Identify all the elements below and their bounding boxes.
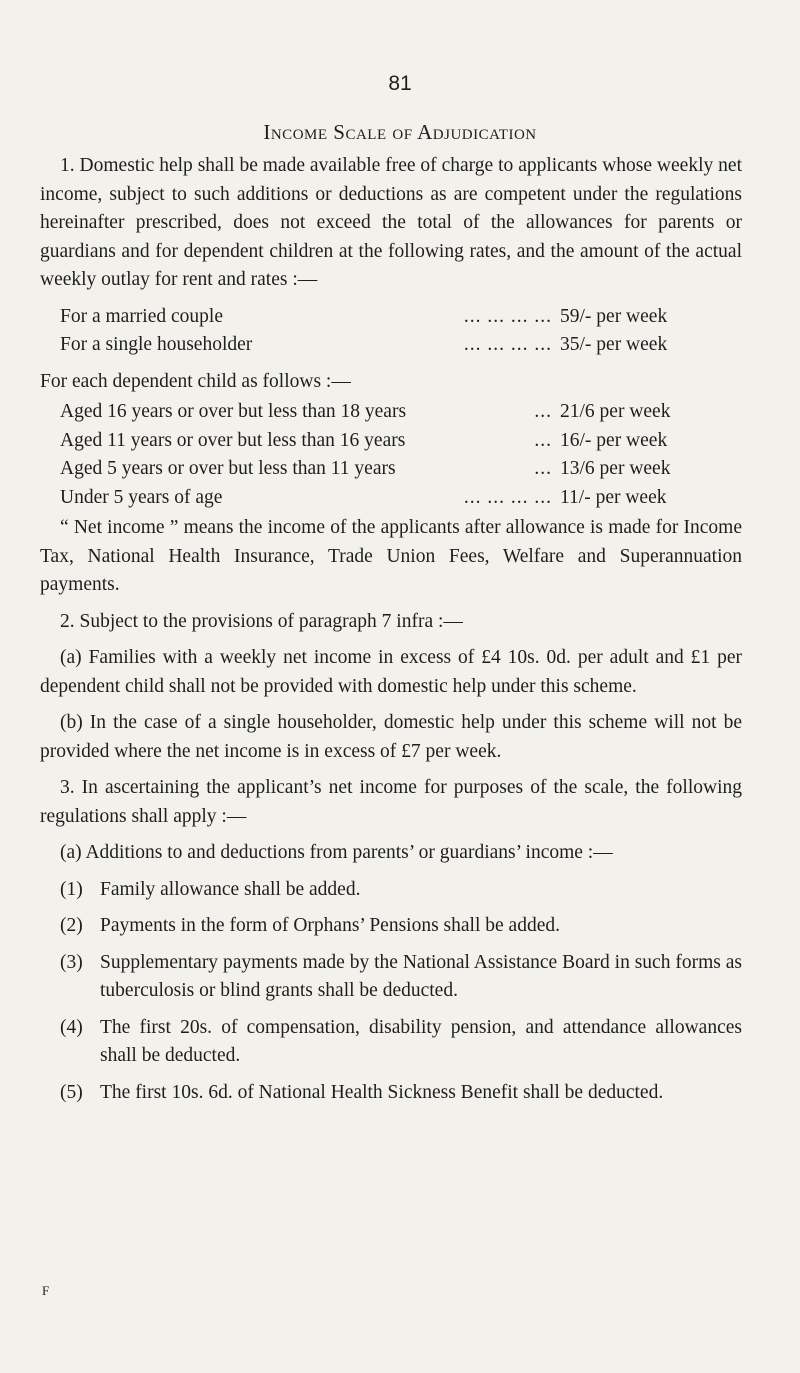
rate-amount: 11/- per week	[560, 486, 667, 508]
document-body	[40, 152, 742, 1107]
paragraph-2: 2. Subject to the provisions of paragraph 7 infra :—	[60, 610, 463, 632]
net-income-definition: “ Net income ” means the income of the applicants after allowance is made for Income Tax, National Health Insurance, Trade Union Fees, Welfare and Superannuation payments.	[40, 517, 742, 595]
list-item	[60, 1079, 742, 1108]
child-rates-table	[60, 398, 742, 512]
paragraph-3a: (a) Additions to and deductions from parents’ or guardians’ income :—	[60, 842, 613, 863]
rate-label: Aged 16 years or over but less than 18 years	[60, 401, 407, 422]
page-title: Income Scale of Adjudication	[263, 120, 537, 144]
paragraph-2a: (a) Families with a weekly net income in excess of £4 10s. 0d. per adult and £1 per dependent child shall not be provided with domestic help under this scheme.	[40, 647, 742, 697]
rate-label: Aged 11 years or over but less than 16 years	[60, 429, 406, 451]
rate-amount: 35/- per week	[560, 334, 668, 355]
table-row	[60, 427, 742, 456]
table-row	[60, 398, 742, 427]
list-text: The first 10s. 6d. of National Health Sickness Benefit shall be deducted.	[100, 1081, 664, 1103]
list-item	[60, 949, 742, 1006]
paragraph-1: 1. Domestic help shall be made available free of charge to applicants whose weekly net income, subject to such additions or deductions as are competent under the regulations hereinafter prescribed, does not exceed the total of the allowances for parents or guardians and for dependent children at the following rates, and the amount of the actual weekly outlay for rent and rates :—	[40, 155, 742, 290]
list-item	[60, 876, 742, 905]
list-number: (3)	[60, 951, 83, 973]
rate-amount: 13/6 per week	[560, 458, 671, 479]
list-number: (4)	[60, 1016, 83, 1038]
list-text: Family allowance shall be added.	[100, 878, 361, 900]
list-item	[60, 912, 742, 941]
list-text: Supplementary payments made by the National Assistance Board in such forms as tuberculosis or blind grants shall be deducted.	[100, 951, 742, 1001]
paragraph-2b: (b) In the case of a single householder, domestic help under this scheme will not be provided where the net income is in excess of £7 per week.	[40, 712, 742, 762]
list-number: (5)	[60, 1081, 83, 1103]
rate-label: Aged 5 years or over but less than 11 years	[60, 458, 396, 479]
list-number: (2)	[60, 915, 83, 936]
rate-label: For a married couple	[60, 305, 223, 327]
leader-dots: ... ... ... ...	[463, 486, 552, 508]
rate-amount: 59/- per week	[560, 305, 668, 327]
table-row	[60, 484, 742, 513]
list-text: Payments in the form of Orphans’ Pensions shall be added.	[100, 915, 560, 936]
leader-dots: ...	[534, 458, 552, 479]
page-number: 81	[388, 72, 412, 95]
leader-dots: ...	[534, 429, 552, 451]
rate-label: Under 5 years of age	[60, 486, 223, 508]
list-number: (1)	[60, 878, 83, 900]
table-row	[60, 455, 742, 484]
leader-dots: ... ... ... ...	[463, 334, 552, 355]
children-heading: For each dependent child as follows :—	[40, 370, 351, 392]
rate-amount: 16/- per week	[560, 429, 668, 451]
rate-label: For a single householder	[60, 334, 253, 355]
signature-mark: F	[42, 1283, 50, 1298]
table-row	[60, 331, 742, 360]
leader-dots: ...	[534, 401, 552, 422]
adult-rates-table	[60, 303, 742, 360]
leader-dots: ... ... ... ...	[463, 305, 552, 327]
paragraph-3: 3. In ascertaining the applicant’s net income for purposes of the scale, the following regulations shall apply :—	[40, 777, 742, 827]
list-item	[60, 1014, 742, 1071]
rate-amount: 21/6 per week	[560, 401, 671, 422]
regulations-list	[60, 876, 742, 1108]
table-row	[60, 303, 742, 332]
list-text: The first 20s. of compensation, disability pension, and attendance allowances shall be deducted.	[100, 1016, 742, 1066]
